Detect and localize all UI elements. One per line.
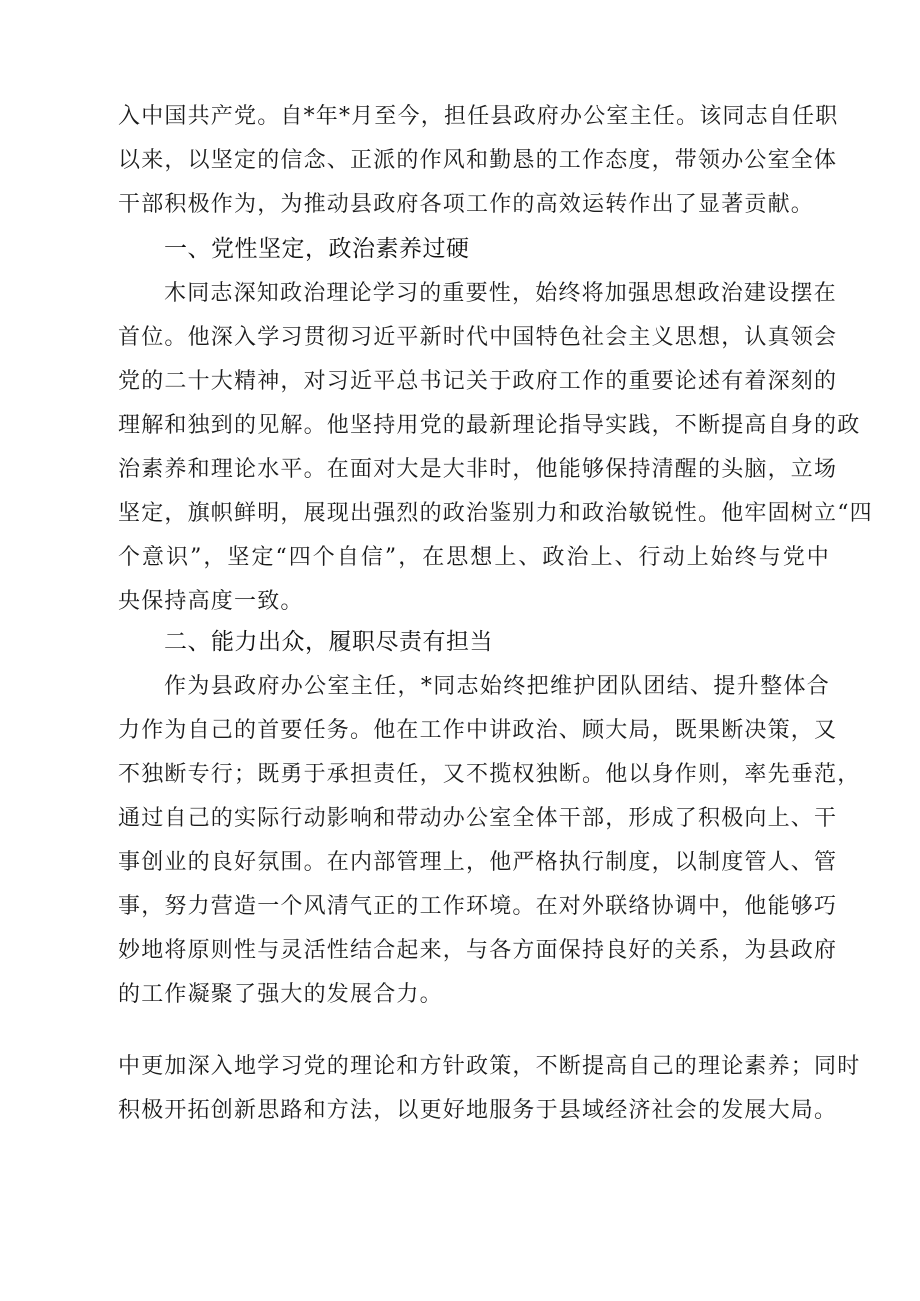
paragraph-line: 通过自己的实际行动影响和带动办公室全体干部，形成了积极向上、干	[118, 806, 838, 831]
paragraph-line: 作为县政府办公室主任，*同志始终把维护团队团结、提升整体合	[164, 674, 830, 699]
closing-line: 积极开拓创新思路和方法，以更好地服务于县域经济社会的发展大局。	[118, 1098, 838, 1123]
section-heading: 一、党性坚定，政治素养过硬	[164, 236, 470, 262]
paragraph-line: 事，努力营造一个风清气正的工作环境。在对外联络协调中，他能够巧	[118, 894, 838, 919]
paragraph-line: 坚定，旗帜鲜明，展现出强烈的政治鉴别力和政治敏锐性。他牢固树立“四	[118, 501, 873, 526]
paragraph-line: 治素养和理论水平。在面对大是大非时，他能够保持清醒的头脑，立场	[118, 457, 838, 482]
paragraph-line: 的工作凝聚了强大的发展合力。	[118, 982, 443, 1007]
closing-line: 中更加深入地学习党的理论和方针政策，不断提高自己的理论素养；同时	[118, 1054, 861, 1079]
paragraph-line: 理解和独到的见解。他坚持用党的最新理论指导实践，不断提高自身的政	[118, 413, 861, 438]
intro-line: 以来，以坚定的信念、正派的作风和勤恳的工作态度，带领办公室全体	[118, 148, 838, 173]
paragraph-line: 妙地将原则性与灵活性结合起来，与各方面保持良好的关系，为县政府	[118, 938, 838, 963]
paragraph-line: 力作为自己的首要任务。他在工作中讲政治、顾大局，既果断决策，又	[118, 718, 838, 743]
paragraph-line: 党的二十大精神，对习近平总书记关于政府工作的重要论述有着深刻的	[118, 369, 838, 394]
paragraph-line: 不独断专行；既勇于承担责任，又不揽权独断。他以身作则，率先垂范，	[118, 762, 861, 787]
paragraph-line: 木同志深知政治理论学习的重要性，始终将加强思想政治建设摆在	[164, 281, 837, 306]
intro-line: 入中国共产党。自*年*月至今，担任县政府办公室主任。该同志自任职	[118, 104, 839, 129]
section-heading: 二、能力出众，履职尽责有担当	[164, 629, 493, 655]
paragraph-line: 首位。他深入学习贯彻习近平新时代中国特色社会主义思想，认真领会	[118, 325, 838, 350]
intro-line: 干部积极作为，为推动县政府各项工作的高效运转作出了显著贡献。	[118, 192, 815, 217]
paragraph-line: 央保持高度一致。	[118, 589, 304, 614]
paragraph-line: 个意识”，坚定“四个自信”，在思想上、政治上、行动上始终与党中	[118, 545, 830, 570]
paragraph-line: 事创业的良好氛围。在内部管理上，他严格执行制度，以制度管人、管	[118, 850, 838, 875]
